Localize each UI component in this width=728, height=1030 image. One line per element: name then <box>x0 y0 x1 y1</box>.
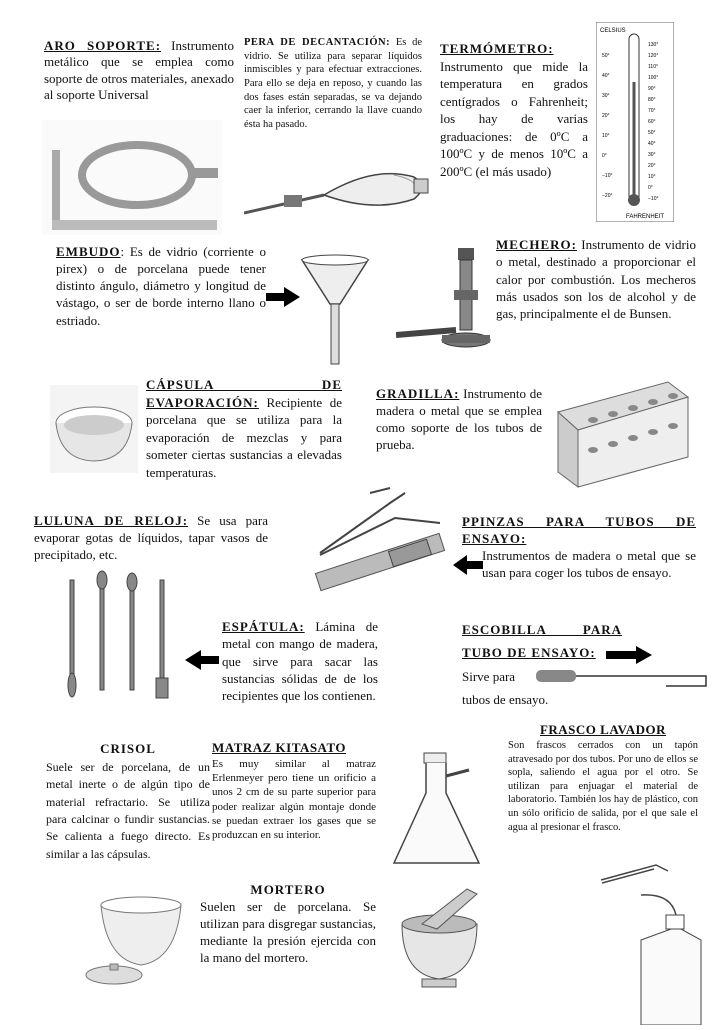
matraz-desc: Es muy similar al matraz Erlenmeyer pero tiene un orificio a unos 2 cm de su parte superior para poder realizar algún montaje donde se puedan extraer los gases que se produzcan en su interior. <box>212 757 376 842</box>
fahrenheit-tick: 0° <box>648 185 653 191</box>
fahrenheit-tick: 100° <box>648 75 659 81</box>
arrow-left-icon-2 <box>185 650 219 670</box>
fahrenheit-tick: 50° <box>648 130 656 136</box>
pinzas-title: PPINZAS PARA TUBOS DE ENSAYO: <box>462 514 696 547</box>
pinzas-text <box>462 513 696 582</box>
frasco-image <box>596 855 706 1025</box>
capsula-desc: Recipiente de porcelana que se utiliza para la evaporación de mezclas y para someter ciertas sustancias a elevadas temperaturas. <box>146 394 342 480</box>
mortero-title: MORTERO <box>250 882 326 897</box>
luna-text <box>34 513 268 564</box>
fahrenheit-tick: −10° <box>648 196 659 202</box>
celsius-tick: 30° <box>602 93 610 99</box>
fahrenheit-tick: 60° <box>648 119 656 125</box>
crisol-desc: Suele ser de porcelana, de un metal inerte o de algún tipo de material refractario. Se utiliza para calcinar o fundir sustancias. Se calienta a fuego directo. Es similar a las cápsulas. <box>46 759 210 861</box>
espatula-desc: Lámina de metal con mango de madera, que sirve para sacar las sustancias sólidas de de los recipientes que los contienen. <box>222 619 378 704</box>
luna-desc: Se usa para evaporar gotas de líquidos, tapar vasos de precipitado, etc. <box>34 513 268 562</box>
aro-soporte-title: ARO SOPORTE: <box>44 38 162 53</box>
aro-soporte-image <box>42 120 222 235</box>
capsula-text <box>146 376 342 481</box>
termometro-desc: Instrumento que mide la temperatura en grados centígrados o Fahrenheit; los hay de varias graduaciones: de 0ºC a 100ºC y de menos 10ºC a 200ºC (el más usado) <box>440 58 588 179</box>
celsius-tick: −10° <box>602 173 613 179</box>
capsula-image <box>50 385 138 473</box>
escobilla-title: ESCOBILLA PARA TUBO DE ENSAYO: <box>462 622 622 661</box>
mechero-desc: Instrumento de vidrio o metal, destinado a proporcionar el calor por combustión. Los mecheros más usados son los de alcohol y de gas, principalmente el de Bunsen. <box>496 237 696 322</box>
espatula-title: ESPÁTULA: <box>222 619 305 634</box>
pera-desc: Es de vidrio. Se utiliza para separar líquidos inmiscibles y para efectuar extracciones. Para ello se deja en reposo, y cuando las dos fases están separadas, se va dejando caer la inferior, cerrando la llave cuando ésta ha pasado. <box>244 37 422 130</box>
fahrenheit-tick: 40° <box>648 141 656 147</box>
celsius-tick: −20° <box>602 193 613 199</box>
fahrenheit-tick: 110° <box>648 64 658 70</box>
frasco-desc: Son frascos cerrados con un tapón atravesado por dos tubos. Por uno de ellos se sopla, saliendo el agua por el otro. Se utilizan para enjuagar el material de laboratorio. También los hay de plástico, con un sólo orificio de salida, por el que sale el agua al presionar el frasco. <box>508 739 698 833</box>
fahrenheit-tick: 80° <box>648 97 656 103</box>
crisol-image <box>76 890 196 995</box>
frasco-title: FRASCO LAVADOR <box>539 722 667 737</box>
celsius-tick: 40° <box>602 73 610 79</box>
pera-text <box>244 36 422 131</box>
celsius-tick: 50° <box>602 53 610 59</box>
termometro-title: TERMÓMETRO: <box>440 41 554 56</box>
fahrenheit-tick: 130° <box>648 42 659 48</box>
pera-title: PERA DE DECANTACIÓN: <box>244 37 391 48</box>
embudo-desc: : Es de vidrio (corriente o pirex) o de porcelana puede tener distinto ángulo, diámetro y longitud de vástago, o ser de borde interno llano o estriado. <box>56 244 266 328</box>
luna-title: LULUNA DE RELOJ: <box>34 513 189 528</box>
celsius-tick: 0° <box>602 153 607 159</box>
capsula-title: CÁPSULA DE EVAPORACIÓN: <box>146 377 342 410</box>
crisol-title: CRISOL <box>100 741 156 756</box>
mortero-image <box>382 884 492 994</box>
arrow-right-icon <box>266 287 300 307</box>
fahrenheit-label: FAHRENHEIT <box>626 214 665 220</box>
gradilla-image <box>548 372 696 492</box>
escobilla-desc-b: tubos de ensayo. <box>462 692 549 708</box>
celsius-tick: 20° <box>602 113 610 119</box>
pinzas-desc: Instrumentos de madera o metal que se usan para coger los tubos de ensayo. <box>482 548 696 581</box>
espatula-text <box>222 618 378 704</box>
frasco-text <box>508 722 698 834</box>
gradilla-text <box>376 386 542 454</box>
embudo-text <box>56 243 266 329</box>
matraz-text <box>212 740 376 843</box>
termometro-image <box>596 22 674 222</box>
gradilla-title: GRADILLA: <box>376 386 460 401</box>
pinzas-image <box>300 483 450 598</box>
mortero-text <box>200 882 376 966</box>
aro-soporte-text <box>44 38 234 103</box>
gradilla-desc: Instrumento de madera o metal que se emplea como soporte de los tubos de prueba. <box>376 386 542 452</box>
matraz-title: MATRAZ KITASATO <box>212 740 347 755</box>
crisol-text <box>46 740 210 863</box>
embudo-image <box>300 252 370 367</box>
celsius-label: CELSIUS <box>600 28 626 34</box>
escobilla-image <box>536 660 711 690</box>
espatula-image <box>52 570 182 705</box>
fahrenheit-tick: 10° <box>648 174 656 180</box>
embudo-title: EMBUDO <box>56 244 121 259</box>
matraz-image <box>384 748 494 873</box>
aro-soporte-desc: Instrumento metálico que se emplea como soporte de otros materiales, anexado al soporte Universal <box>44 38 234 102</box>
pera-image <box>244 165 434 220</box>
fahrenheit-tick: 120° <box>648 53 659 59</box>
celsius-tick: 10° <box>602 133 610 139</box>
fahrenheit-tick: 20° <box>648 163 656 169</box>
mortero-desc: Suelen ser de porcelana. Se utilizan para disgregar sustancias, mediante la presión ejercida con la mano del mortero. <box>200 898 376 965</box>
fahrenheit-tick: 90° <box>648 86 656 92</box>
escobilla-desc-a: Sirve para <box>462 668 516 684</box>
mechero-image <box>396 240 491 360</box>
termometro-text <box>440 40 588 180</box>
mechero-title: MECHERO: <box>496 237 577 252</box>
fahrenheit-tick: 30° <box>648 152 656 158</box>
fahrenheit-tick: 70° <box>648 108 656 114</box>
mechero-text <box>496 236 696 322</box>
